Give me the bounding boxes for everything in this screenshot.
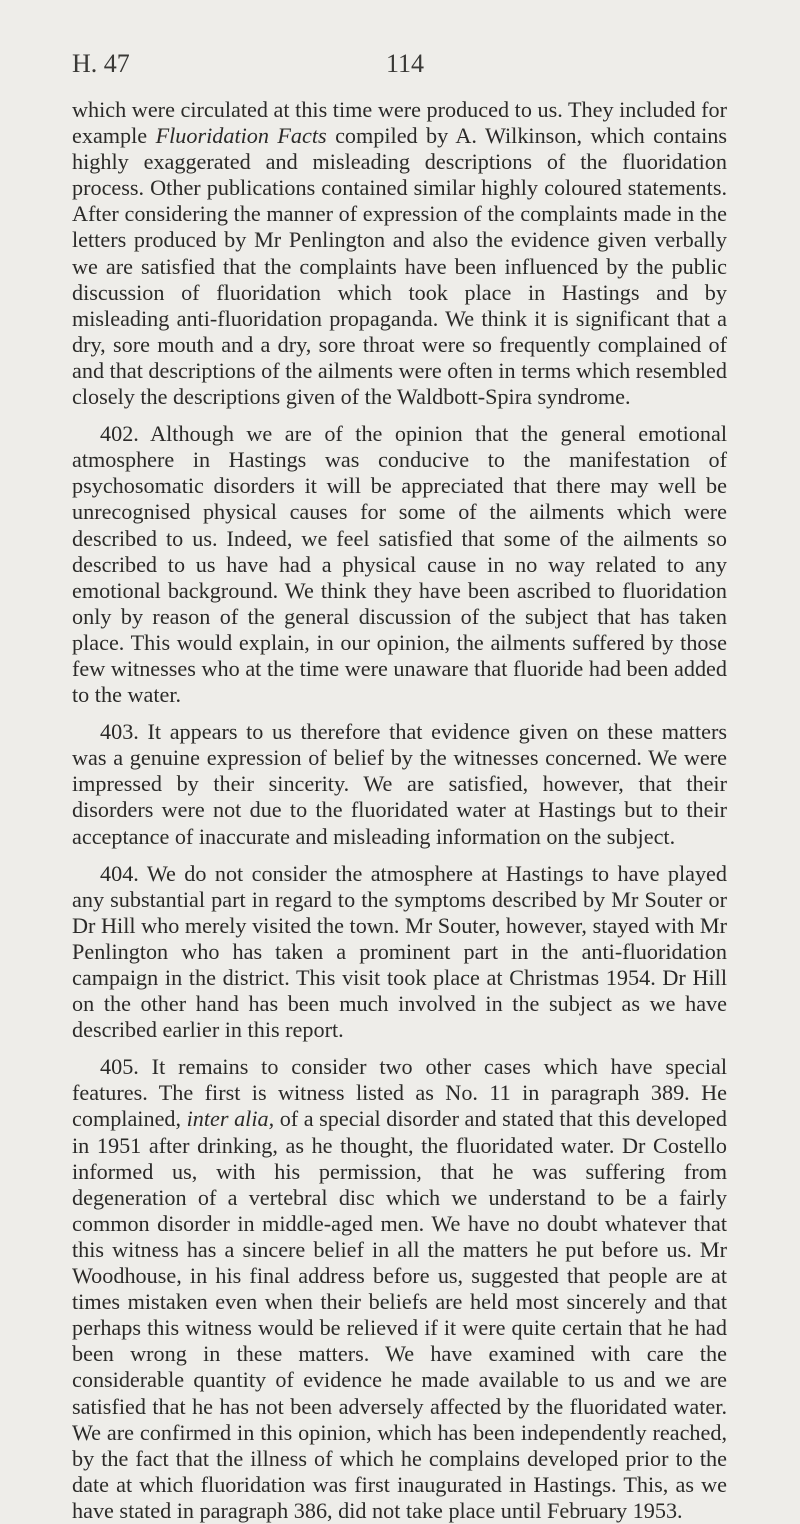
body-text	[72, 97, 727, 1524]
paragraph-number: 403.	[100, 719, 139, 745]
paragraph-405: 405. It remains to consider two other cases which have special features. The first is witness listed as No. 11 in paragraph 389. He complained, inter alia, of a special disorder and stated that this developed in 1951 after drinking, as he thought, the fluoridated water. Dr Costello informed us, with his permission, that he was suffering from degeneration of a vertebral disc which we understand to be a fairly common disorder in middle-aged men. We have no doubt whatever that this witness has a sincere belief in all the matters he put before us. Mr Woodhouse, in his final address before us, suggested that people are at times mistaken even when their beliefs are held most sincerely and that perhaps this witness would be relieved if it were quite certain that he had been wrong in these matters. We have examined with care the considerable quantity of evidence he made available to us and we are satisfied that he has not been adversely affected by the fluoridated water. We are confirmed in this opinion, which has been independently reached, by the fact that the illness of which he complains developed prior to the date at which fluoridation was first inaugurated in Hastings. This, as we have stated in paragraph 386, did not take place until February 1953.	[72, 1054, 728, 1523]
page-number: 114	[386, 49, 425, 78]
paragraph-continuation: which were circulated at this time were produced to us. They included for example Fluoridation Facts compiled by A. Wilkinson, which contains highly exaggerated and misleading descriptions of the fluoridation process. Other publications contained similar highly coloured statements. After considering the manner of expression of the complaints made in the letters produced by Mr Penlington and also the evidence given verbally we are satisfied that the complaints have been influenced by the public discussion of fluoridation which took place in Hastings and by misleading anti-fluoridation propaganda. We think it is significant that a dry, sore mouth and a dry, sore throat were so frequently complained of and that descriptions of the ailments were often in terms which resembled closely the descriptions given of the Waldbott-Spira syndrome.	[72, 97, 728, 410]
paragraph-402: 402. Although we are of the opinion that the general emotional atmosphere in Hastings was conducive to the manifestation of psychosomatic disorders it will be appreciated that there may well be unrecognised physical causes for some of the ailments which were described to us. Indeed, we feel satisfied that some of the ailments so described to us have had a physical cause in no way related to any emotional background. We think they have been ascribed to fluoridation only by reason of the general discussion of the subject that has taken place. This would explain, in our opinion, the ailments suffered by those few witnesses who at the time were unaware that fluoride had been added to the water.	[72, 421, 727, 708]
publication-title: Fluoridation Facts	[155, 123, 327, 149]
paragraph-403: 403. It appears to us therefore that evidence given on these matters was a genuine expression of belief by the witnesses concerned. We were impressed by their sincerity. We are satisfied, however, that their disorders were not due to the fluoridated water at Hastings but to their acceptance of inaccurate and misleading information on the subject.	[72, 719, 727, 849]
report-reference: H. 47	[72, 49, 130, 78]
paragraph-number: 405.	[100, 1054, 139, 1080]
page-header	[72, 44, 728, 84]
paragraph-404: 404. We do not consider the atmosphere at Hastings to have played any substantial part in regard to the symptoms described by Mr Souter or Dr Hill who merely visited the town. Mr Souter, however, stayed with Mr Penlington who has taken a prominent part in the anti-fluoridation campaign in the district. This visit took place at Christmas 1954. Dr Hill on the other hand has been much involved in the subject as we have described earlier in this report.	[72, 860, 727, 1043]
paragraph-number: 404.	[100, 860, 139, 886]
paragraph-number: 402.	[100, 421, 139, 447]
latin-phrase: inter alia,	[186, 1106, 275, 1132]
